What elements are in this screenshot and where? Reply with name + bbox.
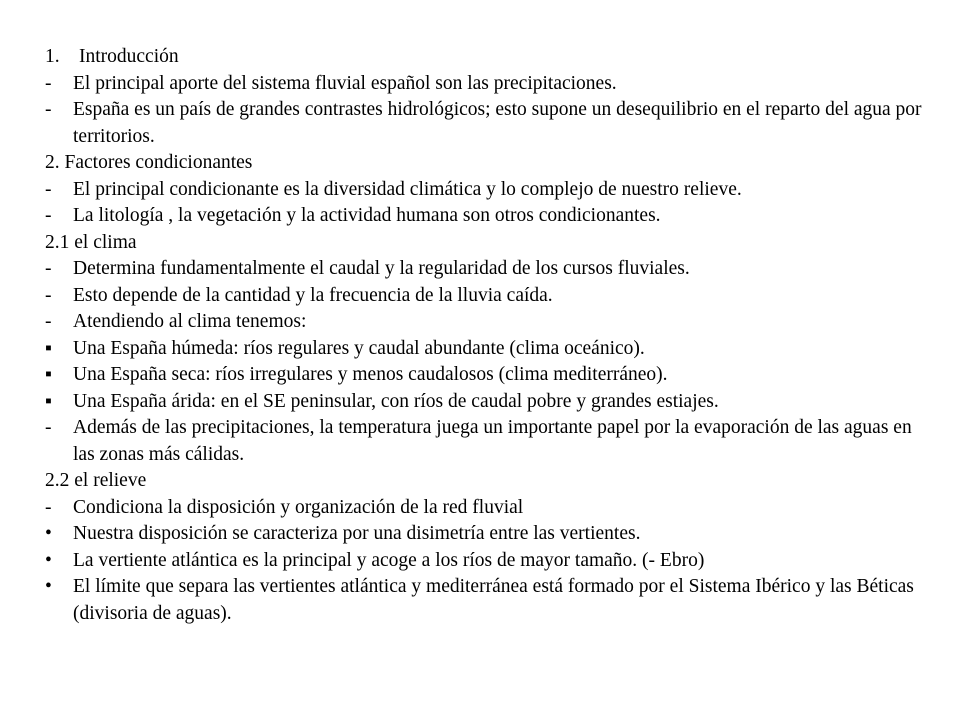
- square-bullet-icon: ▪: [45, 390, 52, 412]
- square-bullet-icon: ▪: [45, 364, 52, 385]
- list-item-text: Una España seca: ríos irregulares y menos caudalosos (clima mediterráneo).: [73, 364, 668, 385]
- list-item-text: Condiciona la disposición y organización de la red fluvial: [73, 496, 524, 518]
- dash-marker: -: [45, 178, 52, 200]
- list-item: [45, 203, 925, 230]
- list-item: [45, 309, 925, 336]
- list-number: 1.: [45, 46, 60, 67]
- dash-marker: -: [45, 417, 52, 438]
- list-item-text: Una España árida: en el SE peninsular, con ríos de caudal pobre y grandes estiajes.: [73, 390, 719, 412]
- list-item: [45, 548, 925, 575]
- heading-text: 2.2 el relieve: [45, 470, 147, 491]
- dash-marker: -: [45, 284, 52, 306]
- section-heading-factores: [45, 150, 925, 177]
- list-item-text: El principal aporte del sistema fluvial español son las precipitaciones.: [73, 72, 617, 94]
- list-item-text: Una España húmeda: ríos regulares y caudal abundante (clima oceánico).: [73, 337, 645, 359]
- list-item: [45, 283, 925, 310]
- list-item-text: Esto depende de la cantidad y la frecuencia de la lluvia caída.: [73, 284, 553, 306]
- list-item: [45, 71, 925, 98]
- list-item: [45, 521, 925, 548]
- list-item: [45, 362, 925, 389]
- heading-text: 2. Factores condicionantes: [45, 152, 253, 173]
- list-item-text: Además de las precipitaciones, la temperatura juega un importante papel por la evaporación de las aguas en las zonas más cálidas.: [73, 417, 912, 465]
- list-item-text: La litología , la vegetación y la actividad humana son otros condicionantes.: [73, 205, 661, 226]
- dash-marker: -: [45, 205, 52, 226]
- list-item-text: Determina fundamentalmente el caudal y la regularidad de los cursos fluviales.: [73, 258, 690, 279]
- dash-marker: -: [45, 311, 52, 332]
- dash-marker: -: [45, 99, 52, 120]
- list-item: [45, 177, 925, 204]
- list-item-text: España es un país de grandes contrastes hidrológicos; esto supone un desequilibrio en el reparto del agua por territorios.: [73, 99, 922, 147]
- list-item: [45, 256, 925, 283]
- list-item: [45, 574, 925, 627]
- list-item-text: Nuestra disposición se caracteriza por una disimetría entre las vertientes.: [73, 523, 641, 544]
- list-item: [45, 415, 925, 468]
- document-body: [45, 44, 925, 627]
- list-item: [45, 336, 925, 363]
- bullet-icon: •: [45, 576, 52, 597]
- dash-marker: -: [45, 496, 52, 518]
- list-item-text: El límite que separa las vertientes atlántica y mediterránea está formado por el Sistema Ibérico y las Béticas (divisoria de aguas).: [73, 576, 914, 624]
- dash-marker: -: [45, 72, 52, 94]
- list-item: [45, 97, 925, 150]
- list-item-text: Atendiendo al clima tenemos:: [73, 311, 307, 332]
- dash-marker: -: [45, 258, 52, 279]
- list-item-text: La vertiente atlántica es la principal y acoge a los ríos de mayor tamaño. (- Ebro): [73, 549, 705, 571]
- heading-text: Introducción: [79, 46, 179, 67]
- section-heading-relieve: [45, 468, 925, 495]
- list-item: [45, 495, 925, 522]
- list-item: [45, 389, 925, 416]
- bullet-icon: •: [45, 523, 52, 544]
- heading-text: 2.1 el clima: [45, 231, 137, 253]
- section-heading-introduccion: [45, 44, 925, 71]
- list-item-text: El principal condicionante es la diversidad climática y lo complejo de nuestro relieve.: [73, 178, 742, 200]
- square-bullet-icon: ▪: [45, 337, 52, 359]
- bullet-icon: •: [45, 549, 52, 571]
- section-heading-clima: [45, 230, 925, 257]
